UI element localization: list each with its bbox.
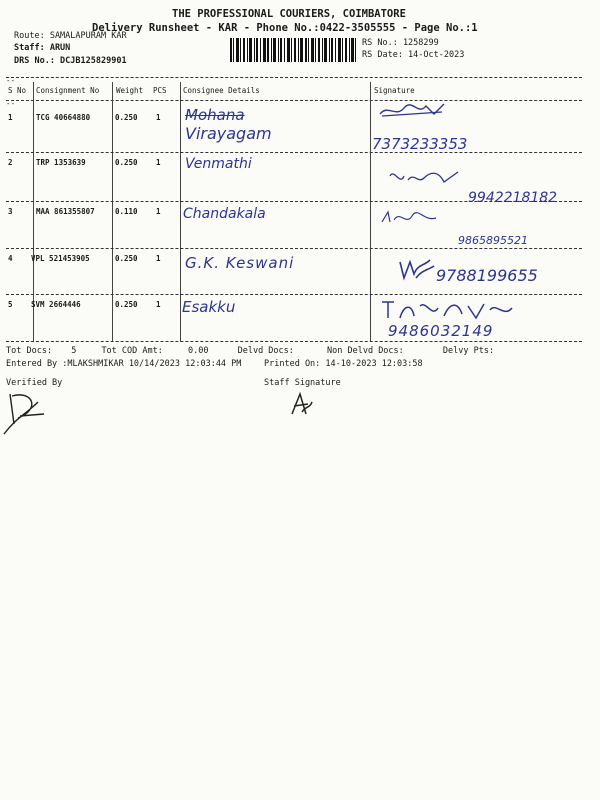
row-weight: 0.250 — [115, 300, 138, 309]
column-divider — [370, 82, 371, 342]
drs-label: DRS No.: DCJB125829901 — [14, 56, 127, 66]
row-sno: 1 — [8, 113, 13, 122]
header-pcs: PCS — [153, 86, 167, 95]
delvy-pts-label: Delvy Pts: — [442, 346, 495, 356]
row-weight: 0.110 — [115, 207, 138, 216]
route-label: Route: SAMALAPURAM KAR — [14, 31, 127, 41]
row-pcs: 1 — [156, 158, 161, 167]
row-pcs: 1 — [156, 300, 161, 309]
printed-on: Printed On: 14-10-2023 12:03:58 — [264, 359, 423, 369]
staff-signature-icon — [288, 392, 314, 422]
row-separator — [6, 152, 582, 153]
tot-cod-label: Tot COD Amt: — [101, 346, 163, 356]
rs-date: RS Date: 14-Oct-2023 — [362, 50, 465, 60]
table-bottom-rule — [6, 341, 582, 342]
row-consignee-line: Venmathi — [185, 156, 252, 172]
row-consignment: TRP 1353639 — [36, 158, 86, 167]
header-sno: S No — [8, 86, 27, 95]
row-pcs: 1 — [156, 254, 161, 263]
row-signature-phone: 9942218182 — [468, 190, 558, 206]
barcode-icon — [230, 38, 356, 62]
signature-scribble-icon — [380, 208, 440, 234]
verified-by-label: Verified By — [6, 378, 63, 388]
row-consignee-line: Chandakala — [183, 206, 266, 222]
row-consignment: TCG 40664880 — [36, 113, 91, 122]
entered-by: Entered By :MLAKSHMIKAR 10/14/2023 12:03:44 PM — [6, 359, 242, 369]
signature-scribble-icon — [378, 100, 448, 126]
header-consignee: Consignee Details — [183, 86, 260, 95]
header-weight: Weight — [116, 86, 144, 95]
signature-scribble-icon — [396, 256, 436, 286]
table-top-rule — [6, 77, 582, 78]
row-consignee-line: Mohana — [185, 106, 245, 124]
column-divider — [180, 82, 181, 342]
staff-signature-label: Staff Signature — [264, 378, 341, 388]
row-separator — [6, 294, 582, 295]
footer-totals-row — [6, 346, 494, 356]
row-signature-phone: 7373233353 — [372, 135, 468, 153]
rule-marker: -- — [6, 99, 16, 108]
row-consignment: SVM 2664446 — [31, 300, 81, 309]
tot-docs-label: Tot Docs: — [6, 346, 53, 356]
row-weight: 0.250 — [115, 158, 138, 167]
row-weight: 0.250 — [115, 113, 138, 122]
row-sno: 5 — [8, 300, 13, 309]
row-consignee-line: Esakku — [182, 298, 236, 316]
header-bottom-rule — [6, 100, 582, 101]
row-signature-phone: 9865895521 — [458, 234, 528, 247]
header-signature: Signature — [374, 86, 415, 95]
row-signature-phone: 9788199655 — [436, 266, 538, 285]
row-signature-phone: 9486032149 — [388, 322, 494, 340]
row-pcs: 1 — [156, 113, 161, 122]
rs-number: RS No.: 1258299 — [362, 38, 439, 48]
tot-cod-value: 0.00 — [187, 346, 209, 356]
row-sno: 3 — [8, 207, 13, 216]
staff-label: Staff: ARUN — [14, 43, 71, 53]
rule-marker: -- — [6, 76, 16, 85]
tot-docs-value: 5 — [71, 346, 77, 356]
company-title: THE PROFESSIONAL COURIERS, COIMBATORE — [172, 8, 406, 20]
row-consignee-line: Virayagam — [185, 124, 272, 143]
row-consignment: MAA 861355807 — [36, 207, 95, 216]
row-weight: 0.250 — [115, 254, 138, 263]
row-separator — [6, 248, 582, 249]
row-sno: 2 — [8, 158, 13, 167]
signature-scribble-icon — [388, 166, 468, 194]
row-pcs: 1 — [156, 207, 161, 216]
row-separator — [6, 201, 582, 202]
delvd-docs-label: Delvd Docs: — [237, 346, 294, 356]
header-consignment: Consignment No — [36, 86, 100, 95]
runsheet-subtitle: Delivery Runsheet - KAR - Phone No.:0422-3505555 - Page No.:1 — [92, 22, 478, 34]
non-delvd-docs-label: Non Delvd Docs: — [327, 346, 404, 356]
row-sno: 4 — [8, 254, 13, 263]
row-consignment: VPL 521453905 — [31, 254, 90, 263]
row-consignee-line: G.K. Keswani — [185, 254, 295, 272]
column-divider — [112, 82, 113, 342]
verified-signature-icon — [0, 388, 46, 442]
signature-scribble-icon — [380, 298, 530, 324]
